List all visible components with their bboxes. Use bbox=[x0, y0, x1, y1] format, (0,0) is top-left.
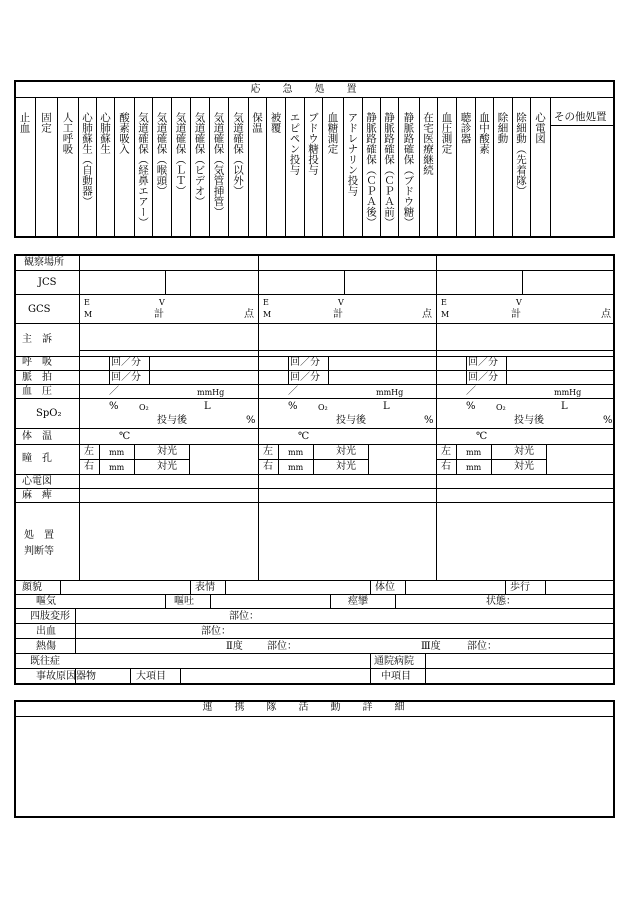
gcs-v-label[interactable]: V bbox=[338, 298, 344, 307]
posture-label: 体位 bbox=[375, 582, 395, 593]
respiration-unit[interactable]: 回／分 bbox=[111, 357, 141, 368]
pupil-left-mm[interactable]: mm bbox=[288, 448, 304, 457]
treatment-divider bbox=[190, 97, 191, 238]
gcs-m-label[interactable]: M bbox=[84, 310, 93, 319]
treatment-title: 応急処置 bbox=[250, 84, 379, 95]
treatment-divider bbox=[343, 97, 344, 238]
convulsion-label: 痙攣 bbox=[348, 596, 368, 607]
treatment-item[interactable]: 血糖測定 bbox=[326, 112, 339, 154]
spo2-after-label: 投与後 bbox=[157, 415, 187, 426]
treatment-divider bbox=[78, 97, 79, 238]
spo2-liter[interactable]: L bbox=[204, 401, 211, 412]
treatment-divider bbox=[152, 97, 153, 238]
pupil-left-label: 左 bbox=[84, 446, 94, 457]
bleeding-site-label: 部位： bbox=[201, 626, 231, 637]
treatment-divider bbox=[171, 97, 172, 238]
treatment-item[interactable]: ブドウ糖投与 bbox=[307, 112, 319, 175]
treatment-item[interactable]: 止血 bbox=[18, 112, 31, 133]
treatment-item[interactable]: 静脈路確保（ＣＰＡ後） bbox=[365, 112, 377, 228]
treatment-divider bbox=[322, 97, 323, 238]
spo2-after-percent[interactable]: % bbox=[424, 415, 434, 426]
face-label: 顔貌 bbox=[22, 582, 42, 593]
treatment-item[interactable]: 除細動 bbox=[496, 112, 509, 144]
burn-site-2-label: 部位： bbox=[267, 641, 297, 652]
pupil-left-light[interactable]: 対光 bbox=[514, 446, 534, 457]
spo2-after-percent[interactable]: % bbox=[603, 415, 613, 426]
cause-label: 事故原因器物 bbox=[36, 671, 96, 682]
treatment-divider bbox=[304, 97, 305, 238]
burn-label: 熱傷 bbox=[36, 641, 56, 652]
obs-location-label: 観察場所 bbox=[24, 257, 64, 268]
temperature-label: 体 温 bbox=[22, 431, 52, 442]
ecg-label: 心電図 bbox=[22, 476, 52, 487]
treatment-item[interactable]: エピペン投与 bbox=[288, 112, 301, 175]
gcs-unit-label: 点 bbox=[601, 309, 611, 320]
pupil-right-light[interactable]: 対光 bbox=[336, 461, 356, 472]
gcs-m-label[interactable]: M bbox=[441, 310, 450, 319]
treatment-divider bbox=[209, 97, 210, 238]
treatment-item[interactable]: 気道確保（喉頭） bbox=[155, 112, 168, 196]
treatment-divider bbox=[512, 97, 513, 238]
treatment-divider bbox=[437, 97, 438, 238]
treatment-item[interactable]: 静脈路確保（ブドウ糖） bbox=[402, 112, 415, 228]
treatment-divider bbox=[456, 97, 457, 238]
gcs-v-label[interactable]: V bbox=[159, 298, 165, 307]
treatment-divider bbox=[380, 97, 381, 238]
treatment-item[interactable]: 気道確保（ＬＴ） bbox=[174, 112, 187, 196]
spo2-liter[interactable]: L bbox=[561, 401, 568, 412]
respiration-unit[interactable]: 回／分 bbox=[290, 357, 320, 368]
state-label: 状態： bbox=[486, 596, 516, 607]
treatment-divider bbox=[419, 97, 420, 238]
pupil-right-label: 右 bbox=[84, 461, 94, 472]
gcs-e-label[interactable]: E bbox=[84, 298, 90, 307]
burn-degree3-label: Ⅲ度 bbox=[421, 641, 441, 652]
treatment-item[interactable]: 気道確保（以外） bbox=[232, 112, 244, 196]
treatment-item[interactable]: 心電図 bbox=[534, 112, 546, 144]
bp-slash[interactable]: ／ bbox=[109, 386, 119, 397]
gcs-e-label[interactable]: E bbox=[263, 298, 269, 307]
bleeding-label: 出血 bbox=[36, 626, 56, 637]
pupil-left-mm[interactable]: mm bbox=[466, 448, 482, 457]
bp-unit: mmHg bbox=[554, 388, 582, 397]
pupil-left-light[interactable]: 対光 bbox=[336, 446, 356, 457]
spo2-after-label: 投与後 bbox=[514, 415, 544, 426]
spo2-o2-label: O₂ bbox=[318, 403, 328, 412]
temperature-unit[interactable]: ℃ bbox=[119, 431, 131, 442]
treatment-divider bbox=[475, 97, 476, 238]
treatment-item[interactable]: 被覆 bbox=[269, 112, 282, 133]
spo2-o2-label: O₂ bbox=[139, 403, 149, 412]
pupil-right-light[interactable]: 対光 bbox=[157, 461, 177, 472]
spo2-liter[interactable]: L bbox=[383, 401, 390, 412]
gcs-e-label[interactable]: E bbox=[441, 298, 447, 307]
gcs-unit-label: 点 bbox=[244, 309, 254, 320]
cooperation-title: 連携隊活動詳細 bbox=[202, 702, 427, 713]
paralysis-label: 麻 痺 bbox=[22, 490, 52, 501]
vomit-label: 嘔吐 bbox=[174, 596, 194, 607]
spo2-after-label: 投与後 bbox=[336, 415, 366, 426]
pupil-right-label: 右 bbox=[441, 461, 451, 472]
treatment-item[interactable]: 人工呼吸 bbox=[61, 112, 74, 154]
spo2-o2-label: O₂ bbox=[496, 403, 506, 412]
pupil-left-mm[interactable]: mm bbox=[109, 448, 125, 457]
spo2-percent[interactable]: % bbox=[109, 401, 119, 412]
gcs-m-label[interactable]: M bbox=[263, 310, 272, 319]
chief-complaint-label: 主 訴 bbox=[22, 334, 52, 345]
pupil-right-light[interactable]: 対光 bbox=[514, 461, 534, 472]
treatment-divider bbox=[134, 97, 135, 238]
pulse-unit[interactable]: 回／分 bbox=[111, 372, 141, 383]
judgement-label: 処 置 判断等 bbox=[24, 530, 54, 557]
pulse-unit[interactable]: 回／分 bbox=[290, 372, 320, 383]
pupil-right-mm[interactable]: mm bbox=[109, 463, 125, 472]
gcs-total-label: 計 bbox=[333, 309, 343, 320]
burn-degree2-label: Ⅱ度 bbox=[226, 641, 243, 652]
treatment-divider bbox=[114, 97, 115, 238]
gcs-total-label: 計 bbox=[511, 309, 521, 320]
pupil-left-label: 左 bbox=[263, 446, 273, 457]
middle-category-label: 中項目 bbox=[381, 671, 411, 682]
spo2-percent[interactable]: % bbox=[466, 401, 476, 412]
burn-site-3-label: 部位： bbox=[467, 641, 497, 652]
treatment-item[interactable]: 血中酸素 bbox=[478, 112, 490, 154]
bp-unit: mmHg bbox=[376, 388, 404, 397]
treatment-divider bbox=[266, 97, 267, 238]
treatment-item[interactable]: 在宅医療継続 bbox=[422, 112, 434, 175]
treatment-item[interactable]: 気道確保（ビデオ） bbox=[193, 112, 206, 207]
gcs-unit-label: 点 bbox=[422, 309, 432, 320]
respiration-label: 呼 吸 bbox=[22, 357, 52, 368]
temperature-unit[interactable]: ℃ bbox=[476, 431, 488, 442]
pupil-right-mm[interactable]: mm bbox=[288, 463, 304, 472]
treatment-item[interactable]: 固定 bbox=[40, 112, 52, 133]
treatment-item[interactable]: 除細動（先着隊） bbox=[515, 112, 527, 196]
pupil-left-label: 左 bbox=[441, 446, 451, 457]
spo2-percent[interactable]: % bbox=[288, 401, 298, 412]
treatment-divider bbox=[57, 97, 58, 238]
treatment-divider bbox=[228, 97, 229, 238]
treatment-item[interactable]: アドレナリン投与 bbox=[346, 112, 359, 196]
bp-slash[interactable]: ／ bbox=[466, 386, 476, 397]
treatment-item[interactable]: 心肺蘇生 bbox=[99, 112, 111, 154]
spo2-label: SpO₂ bbox=[36, 408, 62, 419]
expression-label: 表情 bbox=[195, 582, 215, 593]
treatment-divider bbox=[96, 97, 97, 238]
treatment-item[interactable]: 気道確保（経鼻エアー） bbox=[137, 112, 149, 228]
temperature-unit[interactable]: ℃ bbox=[298, 431, 310, 442]
treatment-divider bbox=[398, 97, 399, 238]
spo2-after-percent[interactable]: % bbox=[246, 415, 256, 426]
limb-deformity-label: 四肢変形 bbox=[30, 611, 70, 622]
cooperation-detail-area[interactable] bbox=[18, 720, 610, 814]
gcs-label: GCS bbox=[28, 304, 51, 315]
treatment-item[interactable]: 血圧測定 bbox=[440, 112, 453, 154]
clinic-label: 通院病院 bbox=[374, 656, 414, 667]
treatment-divider bbox=[35, 97, 36, 238]
treatment-divider bbox=[362, 97, 363, 238]
bp-slash[interactable]: ／ bbox=[288, 386, 298, 397]
pupil-right-label: 右 bbox=[263, 461, 273, 472]
pulse-label: 脈 拍 bbox=[22, 372, 52, 383]
walking-label: 歩行 bbox=[510, 582, 530, 593]
history-label: 既往症 bbox=[30, 656, 60, 667]
jcs-label: JCS bbox=[38, 277, 57, 288]
treatment-divider bbox=[530, 97, 531, 238]
nausea-label: 嘔気 bbox=[36, 596, 56, 607]
treatment-divider bbox=[248, 97, 249, 238]
treatment-item[interactable]: 聴診器 bbox=[459, 112, 472, 144]
pupil-left-light[interactable]: 対光 bbox=[157, 446, 177, 457]
pupil-label: 瞳 孔 bbox=[22, 453, 52, 464]
pupil-right-mm[interactable]: mm bbox=[466, 463, 482, 472]
gcs-v-label[interactable]: V bbox=[516, 298, 522, 307]
treatment-item[interactable]: 酸素吸入 bbox=[118, 112, 130, 154]
treatment-item[interactable]: 気道確保（気管挿管） bbox=[212, 112, 225, 217]
treatment-item[interactable]: 保温 bbox=[251, 112, 263, 133]
treatment-divider bbox=[285, 97, 286, 238]
treatment-other[interactable]: その他処置 bbox=[554, 111, 607, 123]
limb-site-label: 部位： bbox=[229, 611, 259, 622]
respiration-unit[interactable]: 回／分 bbox=[468, 357, 498, 368]
blood-pressure-label: 血 圧 bbox=[22, 386, 52, 397]
major-category-label: 大項目 bbox=[136, 671, 166, 682]
bp-unit: mmHg bbox=[197, 388, 225, 397]
gcs-total-label: 計 bbox=[154, 309, 164, 320]
treatment-item[interactable]: 心肺蘇生（自動器） bbox=[81, 112, 93, 207]
treatment-divider bbox=[493, 97, 494, 238]
pulse-unit[interactable]: 回／分 bbox=[468, 372, 498, 383]
treatment-item[interactable]: 静脈路確保（ＣＰＡ前） bbox=[383, 112, 395, 228]
